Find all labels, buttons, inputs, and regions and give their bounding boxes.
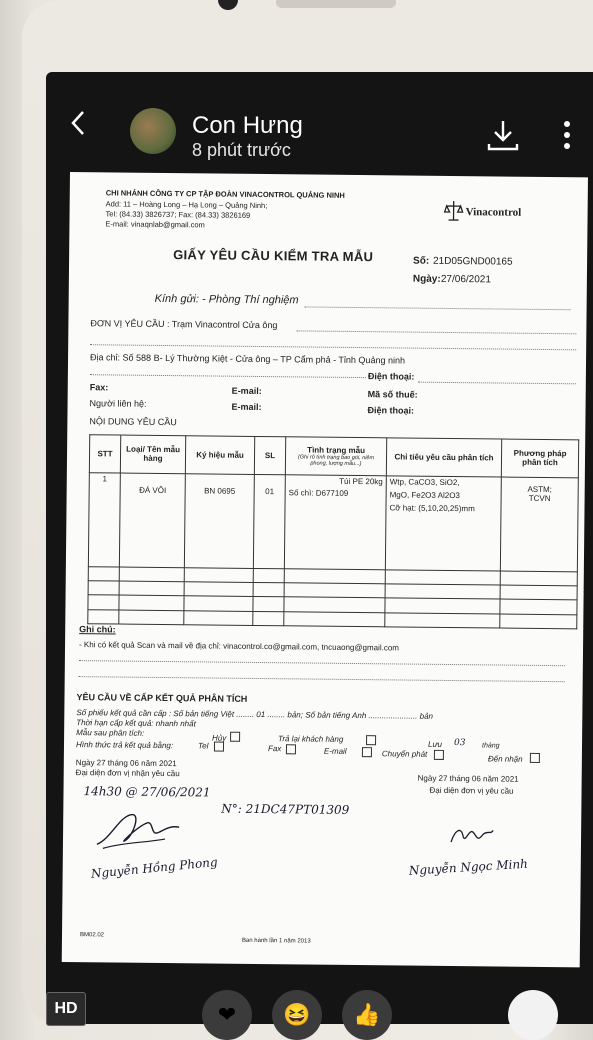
hd-toggle-button[interactable]: HD [46,992,86,1026]
company-address: Add: 11 – Hoàng Long – Hạ Long – Quảng Ninh; [105,199,268,211]
signature-left-icon [93,808,184,860]
thumbs-up-icon: 👍 [353,1002,381,1027]
ngay-right: Ngày 27 tháng 06 năm 2021 [417,773,519,784]
handwritten-name-right: Nguyễn Ngọc Minh [408,856,529,878]
ghi-chu-label: Ghi chú: [79,624,116,635]
so-label: Số: [413,255,430,267]
dai-dien-right: Đại diện đơn vị yêu cầu [429,785,514,796]
td-ky-hieu: BN 0695 [184,474,254,569]
handwritten-time: 14h30 @ 27/06/2021 [83,784,211,800]
sender-avatar[interactable] [130,108,176,154]
forward-button[interactable] [508,990,558,1040]
phone-speaker [276,0,396,8]
td-ten: ĐÁ VÔI [119,473,185,568]
ngay-label: Ngày: [412,273,441,285]
email-option-label: E-mail [323,746,347,756]
luu-label: Lưu [427,739,443,749]
th-stt: STT [89,435,120,473]
noi-dung-yeu-cau: NỘI DUNG YÊU CẦU [89,416,177,428]
heart-icon: ❤ [217,1002,237,1027]
luu-value: 03 [453,738,466,749]
laughing-face-icon: 😆 [283,1002,311,1027]
dia-chi: Địa chỉ: Số 588 B- Lý Thường Kiệt - Cửa ông – TP Cẩm phả - Tỉnh Quảng ninh [90,352,406,366]
like-reaction-button[interactable] [342,990,392,1040]
email-checkbox[interactable] [362,747,372,757]
th-tinh-trang: Tình trạng mẫu (Ghi rõ tình trạng bao gói, niêm phong, lượng mẫu...) [285,437,386,476]
th-phuong-phap: Phương pháp phân tích [501,439,578,478]
td-stt: 1 [88,473,120,567]
den-nhan-checkbox[interactable] [530,753,540,763]
fax-checkbox[interactable] [286,744,296,754]
nguoi-lien-he-label: Người liên hệ: [89,398,147,409]
th-chi-tieu: Chỉ tiêu yêu cầu phân tích [386,438,501,477]
th-ky-hieu: Ký hiệu mẫu [185,436,254,475]
message-time: 8 phút trước [192,140,291,160]
email-label-2: E-mail: [231,401,262,413]
dien-thoai-label-2: Điện thoại: [367,405,415,416]
thoi-han: Thời hạn cấp kết quả: nhanh nhất [76,718,196,729]
vinacontrol-logo-icon [443,200,463,222]
ma-so-thue-label: Mã số thuế: [367,389,418,400]
form-title: GIẤY YÊU CẦU KIỂM TRA MẪU [173,247,374,265]
so-value: 21D05GND00165 [433,255,513,268]
huy-label: Hủy [212,733,227,743]
td-phuong-phap: ASTM; TCVN [500,477,578,572]
handwritten-number: N°: 21DC47PT01309 [221,801,350,817]
ban-hanh: Ban hành lần 1 năm 2013 [241,937,311,945]
so-phieu: Số phiếu kết quả cần cấp : Số bản tiếng Việt ........ 01 ........ bản; Số bản tiếng Anh ...................... bản [76,708,434,721]
ngay-left: Ngày 27 tháng 06 năm 2021 [75,758,177,769]
email-label: E-mail: [231,385,262,397]
hinh-thuc-label: Hình thức trả kết quả bằng: [75,740,174,751]
vinacontrol-logo-text: Vinacontrol [465,206,522,219]
sender-name[interactable]: Con Hưng [192,112,303,139]
company-email: E-mail: vinaqnlab@gmail.com [105,219,205,230]
sample-table [87,434,579,629]
th-sl: SL [254,436,285,474]
document-photo[interactable] [62,172,588,967]
thang-label: tháng [481,742,500,750]
more-options-icon[interactable] [562,120,572,150]
fax-option-label: Fax [267,744,282,754]
ngay-value: 27/06/2021 [440,273,492,286]
dien-thoai-label: Điện thoại: [367,371,415,382]
th-loai: Loại/ Tên mẫu hàng [120,435,185,473]
company-phone: Tel: (84.33) 3826737; Fax: (84.33) 3826169 [105,209,251,220]
tra-lai-checkbox[interactable] [366,735,376,745]
den-nhan-label: Đến nhận [487,754,523,764]
signature-right-icon [447,820,497,856]
download-icon[interactable] [486,118,520,152]
chuyen-phat-label: Chuyển phát [381,749,428,759]
ghi-chu-text: - Khi có kết quả Scan và mail về địa chỉ: vinacontrol.co@gmail.com, tncuaong@gmail.com [79,640,400,653]
tra-lai-label: Trả lại khách hàng [278,734,344,744]
haha-reaction-button[interactable] [272,990,322,1040]
yeu-cau-cap-kq: YÊU CẦU VỀ CẤP KẾT QUẢ PHÂN TÍCH [76,692,248,704]
don-vi-yeu-cau: ĐƠN VỊ YÊU CẦU : Trạm Vinacontrol Cửa ông [90,318,278,331]
td-chi-tieu: Wtp, CaCO3, SiO2, MgO, Fe2O3 Al2O3 Cỡ hạt: (5,10,20,25)mm [385,476,501,571]
handwritten-name-left: Nguyễn Hồng Phong [90,854,219,881]
td-sl: 01 [253,474,285,568]
chuyen-phat-checkbox[interactable] [434,750,444,760]
back-arrow-icon[interactable] [70,110,86,141]
fax-label: Fax: [89,382,109,393]
tel-label: Tel [197,741,209,751]
kinh-gui: Kính gửi: - Phòng Thí nghiệm [154,292,299,307]
company-name: CHI NHÁNH CÔNG TY CP TẬP ĐOÀN VINACONTROL QUẢNG NINH [105,188,345,200]
tel-checkbox[interactable] [214,742,224,752]
td-tinh-trang: Túi PE 20kg Số chì: D677109 [284,475,386,570]
form-code: BM02.02 [79,932,105,939]
mau-sau: Mẫu sau phân tích: [76,728,145,738]
viewer-header [46,92,593,164]
heart-reaction-button[interactable] [202,990,252,1040]
dai-dien-left: Đại diện đơn vị nhận yêu cầu [75,768,180,779]
huy-checkbox[interactable] [230,732,240,742]
